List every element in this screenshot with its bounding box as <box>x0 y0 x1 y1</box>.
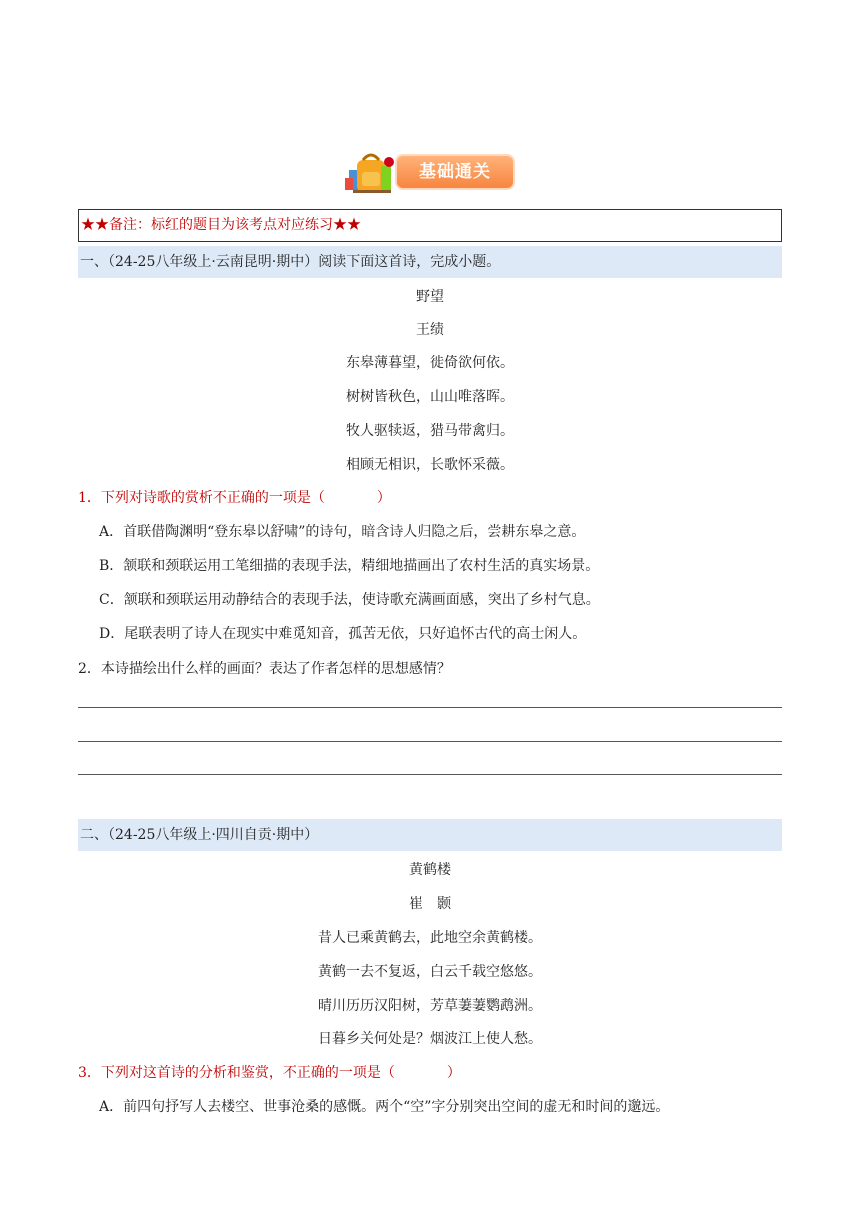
option-a: A．前四句抒写人去楼空、世事沧桑的感慨。两个“空”字分别突出空间的虚无和时间的邈远。 <box>99 1099 670 1115</box>
question-2: 2．本诗描绘出什么样的画面？表达了作者怎样的思想感情？ <box>78 661 451 677</box>
schoolbag-books-icon <box>343 152 395 194</box>
answer-line[interactable] <box>78 741 782 742</box>
section-header-2: 二、（24-25八年级上·四川自贡·期中） <box>78 819 782 851</box>
banner-title: 基础通关 <box>395 154 515 190</box>
poem-line: 黄鹤一去不复返，白云千载空悠悠。 <box>318 964 542 980</box>
question-1 <box>78 488 391 508</box>
poem-line: 牧人驱犊返，猎马带禽归。 <box>346 423 514 439</box>
poem-line: 相顾无相识，长歌怀采薇。 <box>346 457 514 473</box>
question-stem: 3．下列对这首诗的分析和鉴赏，不正确的一项是（ <box>78 1065 395 1081</box>
option-d: D．尾联表明了诗人在现实中难觅知音，孤苦无依，只好追怀古代的高士闲人。 <box>99 626 587 642</box>
poem-line: 树树皆秋色，山山唯落晖。 <box>346 389 514 405</box>
poem-title: 黄鹤楼 <box>409 862 451 878</box>
section-banner <box>343 152 518 194</box>
option-a: A．首联借陶渊明“登东皋以舒啸”的诗句，暗含诗人归隐之后，尝耕东皋之意。 <box>99 524 586 540</box>
answer-line[interactable] <box>78 707 782 708</box>
question-3 <box>78 1063 461 1083</box>
question-close: ） <box>446 1065 461 1081</box>
poem-line: 晴川历历汉阳树，芳草萋萋鹦鹉洲。 <box>318 998 542 1014</box>
note-box: ★★备注：标红的题目为该考点对应练习★★ <box>78 209 782 242</box>
poem-line: 昔人已乘黄鹤去，此地空余黄鹤楼。 <box>318 930 542 946</box>
poem-line: 日暮乡关何处是？烟波江上使人愁。 <box>318 1031 542 1047</box>
option-c: C．颔联和颈联运用动静结合的表现手法，使诗歌充满画面感，突出了乡村气息。 <box>99 592 600 608</box>
answer-line[interactable] <box>78 774 782 775</box>
poem-author: 王绩 <box>416 322 444 338</box>
question-close: ） <box>376 490 391 506</box>
poem-line: 东皋薄暮望，徙倚欲何依。 <box>346 355 514 371</box>
poem-title: 野望 <box>416 289 444 305</box>
option-b: B．颔联和颈联运用工笔细描的表现手法，精细地描画出了农村生活的真实场景。 <box>99 558 600 574</box>
question-stem: 1．下列对诗歌的赏析不正确的一项是（ <box>78 490 325 506</box>
section-header-1: 一、（24-25八年级上·云南昆明·期中）阅读下面这首诗，完成小题。 <box>78 246 782 278</box>
poem-author: 崔 颢 <box>409 896 451 912</box>
